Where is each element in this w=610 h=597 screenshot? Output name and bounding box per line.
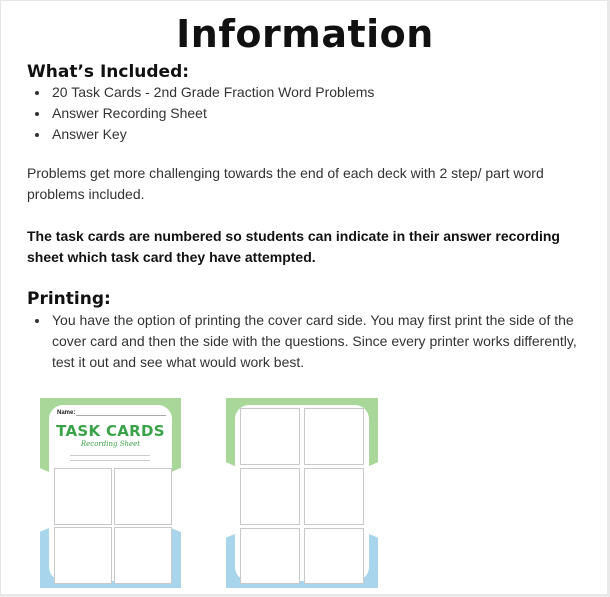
task-cards-title: TASK CARDS: [56, 422, 165, 440]
recording-sheet-preview: [40, 398, 181, 588]
answer-box: [240, 408, 300, 465]
answer-box: [240, 468, 300, 525]
answer-box: [304, 468, 364, 525]
list-item: • Answer Key: [50, 124, 374, 145]
printing-list: [28, 310, 590, 373]
answer-box: [54, 527, 112, 584]
answer-box: [54, 468, 112, 525]
answer-box: [304, 408, 364, 465]
answer-box: [114, 468, 172, 525]
answer-box: [114, 527, 172, 584]
answer-sheet-preview: [226, 398, 378, 588]
name-line: [76, 415, 166, 416]
included-heading: What’s Included:: [27, 62, 190, 82]
recording-sheet-subtitle: Recording Sheet: [80, 440, 141, 448]
included-list: [28, 82, 374, 145]
list-item: • 20 Task Cards - 2nd Grade Fraction Word Problems: [50, 82, 374, 103]
page-title: Information: [176, 12, 434, 56]
name-label: Name:: [57, 410, 76, 416]
description-paragraph: Problems get more challenging towards the end of each deck with 2 step/ part word problems included.: [27, 165, 544, 202]
answer-box: [304, 528, 364, 584]
list-item: • You have the option of printing the cover card side. You may first print the side of the cover card and then the side with the questions. Since every printer works differently, test it out and see what would work best.: [50, 310, 590, 373]
answer-box: [240, 528, 300, 584]
instruction-lines: [70, 451, 150, 461]
list-item: • Answer Recording Sheet: [50, 103, 374, 124]
numbering-note: The task cards are numbered so students can indicate in their answer recording sheet which task card they have attempted.: [27, 228, 560, 265]
printing-heading: Printing:: [27, 289, 111, 309]
